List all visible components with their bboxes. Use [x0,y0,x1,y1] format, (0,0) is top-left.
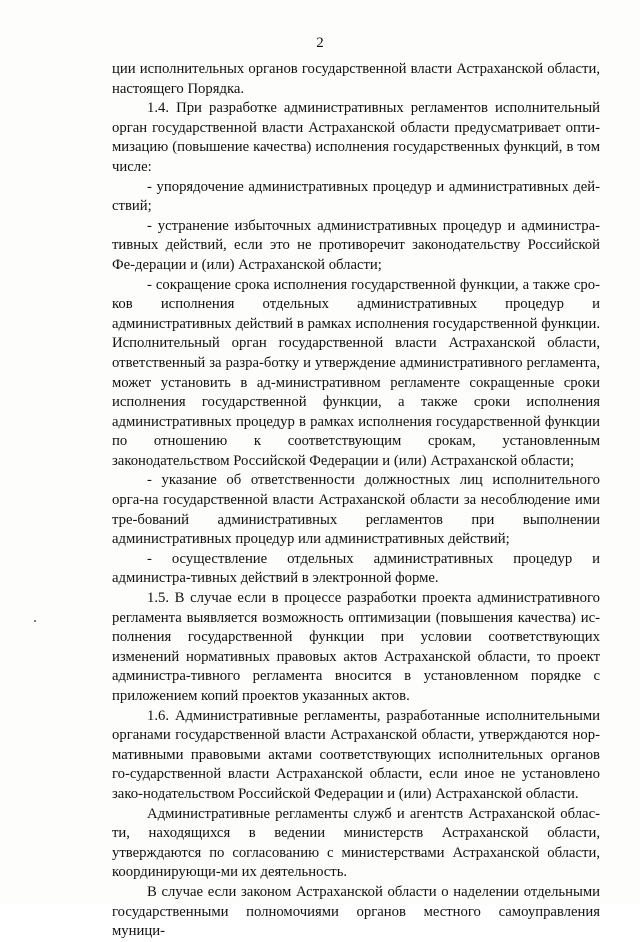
paragraph-clause-1-5: 1.5. В случае если в процессе разработки проекта административного регламента выявляется возможность оптимизации (повышения качества) ис-полнения государственной функции при условии соответствующих изменений нормативных правовых актов Астраханской области, то проект администра-тивного регламента вносится в установленном порядке с приложением копий проектов указанных актов. [112,590,600,704]
document-body [112,60,600,942]
list-item-reducing-deadlines: - сокращение срока исполнения государственной функции, а также сро-ков исполнения отдельных административных процедур и административных действий в рамках исполнения государственной функции. Исполнительный орган государственной власти Астраханской области, ответственный за разра-ботку и утверждение административного регламента, может установить в ад-министративном регламенте сокращенные сроки исполнения государственной функции, а также сроки исполнения административных процедур в рамках исполнения государственной функции по отношению к соответствующим срокам, установленным законодательством Российской Федерации и (или) Астраханской области; [112,276,600,469]
list-item-streamlining: - упорядочение административных процедур и административных дей-ствий; [112,178,600,215]
paragraph-local-government: В случае если законом Астраханской области о наделении отдельными государственными полномочиями органов местного самоуправления муници- [112,883,600,940]
paragraph-clause-1-6: 1.6. Административные регламенты, разработанные исполнительными органами государственной власти Астраханской области, утверждаются нор-мативными правовыми актами соответствующих исполнительных органов го-сударственной власти Астраханской области, если иное не установлено зако-нодательством Российской Федерации и (или) Астраханской области. [112,707,600,802]
paragraph-clause-1-4: 1.4. При разработке административных регламентов исполнительный орган государственной власти Астраханской области предусматривает опти-мизацию (повышение качества) исполнения государственных функций, в том числе: [112,100,600,175]
paragraph-continuation: ции исполнительных органов государственной власти Астраханской области, настоящего Порядка. [112,61,600,97]
list-item-eliminating-redundant: - устранение избыточных административных процедур и администра-тивных действий, если это не противоречит законодательству Российской Фе-дерации и (или) Астраханской области; [112,217,600,273]
list-item-electronic-form: - осуществление отдельных административных процедур и администра-тивных действий в электронной форме. [112,550,600,587]
paragraph-agencies-regulations: Административные регламенты служб и агентств Астраханской облас-ти, находящихся в ведении министерств Астраханской области, утверждаются по согласованию с министерствами Астраханской области, координирующи-ми их деятельность. [112,805,600,881]
list-item-responsibility: - указание об ответственности должностных лиц исполнительного орга-на государственной власти Астраханской области за несоблюдение ими тре-бований административных регламентов при выполнении административных процедур или административных действий; [112,472,600,548]
scan-speck [34,620,36,622]
page-number: 2 [316,35,324,51]
